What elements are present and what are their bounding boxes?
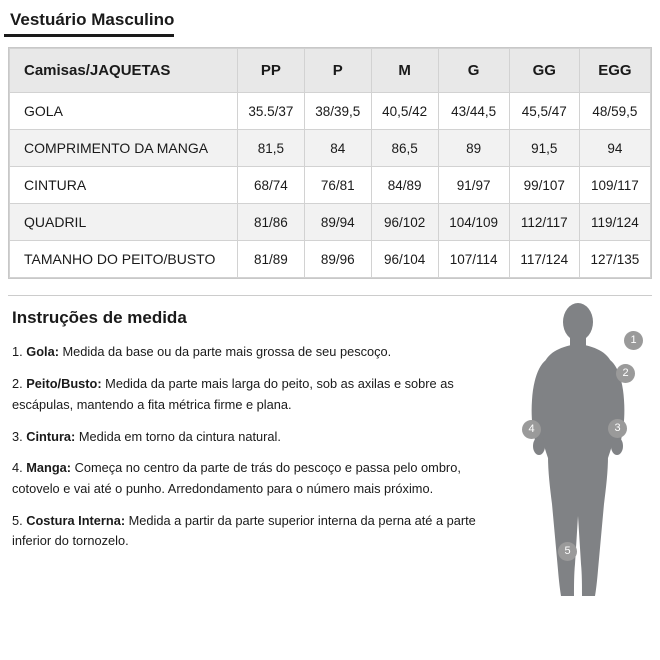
column-header-egg: EGG xyxy=(579,49,650,93)
table-row xyxy=(10,130,651,167)
cell: 89/94 xyxy=(304,204,371,241)
page-title: Vestuário Masculino xyxy=(4,4,174,37)
cell: 96/102 xyxy=(371,204,438,241)
cell: 81,5 xyxy=(238,130,305,167)
instruction-item-4 xyxy=(12,458,482,499)
instruction-term: Costura Interna: xyxy=(26,512,126,528)
instruction-item-5 xyxy=(12,511,482,552)
instruction-term: Peito/Busto: xyxy=(26,376,102,392)
row-label-comprimento-da-manga: COMPRIMENTO DA MANGA xyxy=(10,130,238,167)
instruction-body: Medida da parte mais larga do peito, sob as axilas e sobre as escápulas, mantendo a fita métrica firme e plana. xyxy=(12,376,454,412)
table-row xyxy=(10,204,651,241)
cell: 107/114 xyxy=(438,241,509,278)
instruction-number: 1. xyxy=(12,344,23,360)
cell: 119/124 xyxy=(579,204,650,241)
table-header-row xyxy=(10,49,651,93)
cell: 48/59,5 xyxy=(579,93,650,130)
body-measurement-figure xyxy=(502,302,652,602)
cell: 43/44,5 xyxy=(438,93,509,130)
column-header-category: Camisas/JAQUETAS xyxy=(10,49,238,93)
row-label-gola: GOLA xyxy=(10,93,238,130)
figure-badge-5: 5 xyxy=(558,542,577,561)
column-header-m: M xyxy=(371,49,438,93)
cell: 91/97 xyxy=(438,167,509,204)
cell: 86,5 xyxy=(371,130,438,167)
cell: 109/117 xyxy=(579,167,650,204)
row-label-tamanho-do-peito-busto: TAMANHO DO PEITO/BUSTO xyxy=(10,241,238,278)
row-label-cintura: CINTURA xyxy=(10,167,238,204)
table-row xyxy=(10,167,651,204)
instruction-body: Medida da base ou da parte mais grossa de seu pescoço. xyxy=(58,344,392,360)
instruction-number: 2. xyxy=(12,376,23,392)
cell: 68/74 xyxy=(238,167,305,204)
cell: 104/109 xyxy=(438,204,509,241)
instruction-number: 3. xyxy=(12,428,23,444)
instruction-number: 4. xyxy=(12,460,23,476)
cell: 81/89 xyxy=(238,241,305,278)
instructions-section xyxy=(0,308,660,602)
instruction-term: Cintura: xyxy=(26,428,76,444)
instructions-text-column xyxy=(8,308,502,602)
cell: 84 xyxy=(304,130,371,167)
figure-badge-1: 1 xyxy=(624,331,643,350)
instruction-body: Medida a partir da parte superior interna da perna até a parte inferior do tornozelo. xyxy=(12,512,476,549)
cell: 89/96 xyxy=(304,241,371,278)
instruction-item-3 xyxy=(12,427,482,448)
column-header-pp: PP xyxy=(238,49,305,93)
section-divider xyxy=(8,295,652,296)
instruction-item-2 xyxy=(12,374,482,415)
cell: 127/135 xyxy=(579,241,650,278)
cell: 117/124 xyxy=(509,241,579,278)
cell: 112/117 xyxy=(509,204,579,241)
table-body xyxy=(10,93,651,278)
cell: 45,5/47 xyxy=(509,93,579,130)
instruction-body: Começa no centro da parte de trás do pescoço e passa pelo ombro, cotovelo e vai até o punho. Arredondamento para o número mais próximo. xyxy=(12,460,461,496)
table-header xyxy=(10,49,651,93)
cell: 40,5/42 xyxy=(371,93,438,130)
instruction-number: 5. xyxy=(12,512,23,528)
cell: 81/86 xyxy=(238,204,305,241)
cell: 84/89 xyxy=(371,167,438,204)
column-header-g: G xyxy=(438,49,509,93)
table-row xyxy=(10,241,651,278)
instructions-heading: Instruções de medida xyxy=(12,308,187,328)
row-label-quadril: QUADRIL xyxy=(10,204,238,241)
size-table xyxy=(9,48,651,278)
figure-badge-4: 4 xyxy=(522,420,541,439)
cell: 91,5 xyxy=(509,130,579,167)
size-table-container xyxy=(8,47,652,279)
table-row xyxy=(10,93,651,130)
instruction-item-1 xyxy=(12,342,482,363)
instruction-term: Gola: xyxy=(26,344,59,360)
column-header-gg: GG xyxy=(509,49,579,93)
cell: 35.5/37 xyxy=(238,93,305,130)
instruction-body: Medida em torno da cintura natural. xyxy=(75,428,281,444)
cell: 94 xyxy=(579,130,650,167)
cell: 76/81 xyxy=(304,167,371,204)
figure-badge-3: 3 xyxy=(608,419,627,438)
column-header-p: P xyxy=(304,49,371,93)
cell: 96/104 xyxy=(371,241,438,278)
figure-badge-2: 2 xyxy=(616,364,635,383)
cell: 99/107 xyxy=(509,167,579,204)
instruction-term: Manga: xyxy=(26,460,72,476)
cell: 89 xyxy=(438,130,509,167)
cell: 38/39,5 xyxy=(304,93,371,130)
